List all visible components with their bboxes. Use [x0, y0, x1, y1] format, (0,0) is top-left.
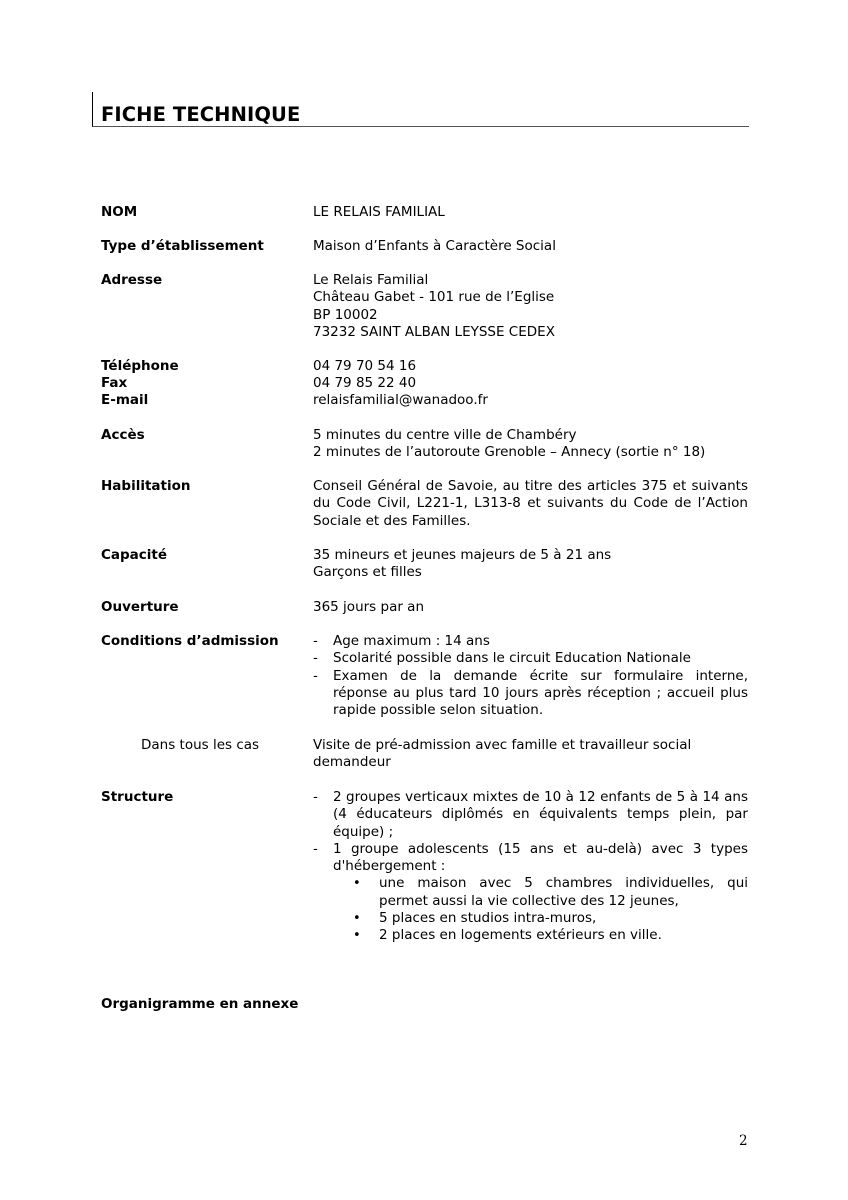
bullet-marker: •	[353, 876, 361, 892]
label-conditions: Conditions d’admission	[101, 633, 279, 649]
bullet-marker: •	[353, 911, 361, 927]
dash-marker: -	[313, 840, 318, 857]
value-type: Maison d’Enfants à Caractère Social	[313, 238, 556, 254]
label-organigramme: Organigramme en annexe	[101, 996, 299, 1012]
list-item	[313, 789, 748, 841]
dash-marker: -	[313, 650, 318, 667]
bullet-text: une maison avec 5 chambres individuelles, qui permet aussi la vie collective des 12 jeunes,	[379, 875, 748, 909]
label-adresse: Adresse	[101, 272, 163, 288]
value-tous-les-cas: Visite de pré-admission avec famille et travailleur social demandeur	[313, 737, 692, 771]
value-habilitation: Conseil Général de Savoie, au titre des articles 375 et suivants du Code Civil, L221-1, L313-8 et suivants du Code de l’Action Sociale et des Familles.	[313, 478, 748, 529]
label-email: E-mail	[101, 392, 149, 408]
label-fax: Fax	[101, 375, 128, 391]
list-item	[313, 633, 748, 650]
page-title: FICHE TECHNIQUE	[101, 103, 301, 126]
page-title-block	[92, 92, 749, 127]
dash-marker: -	[313, 633, 318, 649]
bullet-item	[313, 875, 748, 910]
condition-text: Examen de la demande écrite sur formulaire interne, réponse au plus tard 10 jours après réception ; accueil plus rapide possible selon situation.	[333, 667, 748, 719]
label-nom: NOM	[101, 204, 138, 220]
page-number: 2	[739, 1133, 748, 1149]
label-ouverture: Ouverture	[101, 599, 179, 615]
value-ouverture: 365 jours par an	[313, 599, 425, 615]
dash-marker: -	[313, 667, 318, 684]
value-fax: 04 79 85 22 40	[313, 375, 417, 391]
capacite-line: Garçons et filles	[313, 564, 422, 581]
value-nom: LE RELAIS FAMILIAL	[313, 204, 445, 220]
address-line: Château Gabet - 101 rue de l’Eglise	[313, 289, 555, 306]
bullet-item	[313, 910, 748, 927]
dash-marker: -	[313, 789, 318, 805]
label-habilitation: Habilitation	[101, 478, 191, 494]
value-adresse	[313, 272, 748, 341]
address-line: Le Relais Familial	[313, 272, 429, 288]
value-email: relaisfamilial@wanadoo.fr	[313, 392, 488, 408]
label-tous-les-cas: Dans tous les cas	[141, 737, 260, 753]
label-structure: Structure	[101, 789, 174, 805]
structure-list	[313, 789, 748, 945]
label-telephone: Téléphone	[101, 358, 179, 374]
label-acces: Accès	[101, 427, 145, 443]
address-line: BP 10002	[313, 306, 378, 323]
bullet-item	[313, 927, 748, 944]
bullet-text: 5 places en studios intra-muros,	[379, 910, 597, 927]
acces-line: 5 minutes du centre ville de Chambéry	[313, 427, 577, 443]
acces-line: 2 minutes de l’autoroute Grenoble – Annecy (sortie n° 18)	[313, 444, 706, 461]
list-item	[313, 841, 748, 876]
condition-text: Age maximum : 14 ans	[333, 633, 490, 649]
condition-text: Scolarité possible dans le circuit Education Nationale	[333, 650, 691, 667]
label-capacite: Capacité	[101, 547, 168, 563]
list-item	[313, 668, 748, 720]
value-acces	[313, 427, 748, 462]
bullet-marker: •	[353, 928, 361, 944]
bullet-text: 2 places en logements extérieurs en ville.	[379, 927, 662, 944]
value-telephone: 04 79 70 54 16	[313, 358, 417, 374]
structure-text: 2 groupes verticaux mixtes de 10 à 12 enfants de 5 à 14 ans (4 éducateurs diplômés en équivalents temps plein, par équipe) ;	[333, 789, 748, 840]
list-item	[313, 650, 748, 667]
address-line: 73232 SAINT ALBAN LEYSSE CEDEX	[313, 323, 555, 340]
conditions-list	[313, 633, 748, 719]
label-type: Type d’établissement	[101, 238, 264, 254]
structure-text: 1 groupe adolescents (15 ans et au-delà) avec 3 types d'hébergement :	[333, 840, 748, 875]
capacite-line: 35 mineurs et jeunes majeurs de 5 à 21 ans	[313, 547, 612, 563]
value-capacite	[313, 547, 748, 582]
